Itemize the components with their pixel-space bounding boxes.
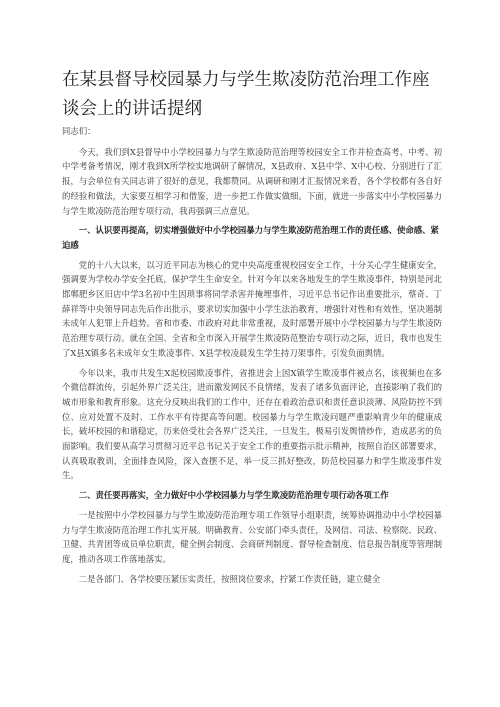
section2-paragraph-2: 二是各部门、各学校要压紧压实责任，按照岗位要求，拧紧工作责任链，建立健全 [78,573,381,584]
document-title: 在某县督导校园暴力与学生欺凌防范治理工作座谈会上的讲话提纲 [62,70,430,119]
section-heading-1: 一、认识要再提高，切实增强做好中小学校园暴力与学生欺凌防范治理工作的责任感、使命感、紧迫感 [62,225,439,250]
intro-paragraph: 今天，我们到X县督导中小学校园暴力与学生欺凌防范治理等校园安全工作并检查高考、中考、初中学考备考情况，刚才我到X所学校实地调研了解情况，X县政府、X县中学、X中心校、分别进行了汇报，与会单位有关同志讲了很好的意见，我都赞同。从调研和刚才汇报情况来看，各个学校都有各自好的经验和做法，大家要互相学习和借鉴，进一步把工作做实做细。下面，就进一步落实中小学校园暴力与学生欺凌防范治理专项行动，我再强调三点意见。 [62,146,442,216]
section-heading-2: 二、责任要再落实，全力做好中小学校园暴力与学生欺凌防范治理专项行动各项工作 [78,490,389,501]
section2-paragraph-1: 一是按照中小学校园暴力与学生欺凌防范治理专项工作领导小组职责，统筹协调推动中小学校园暴力与学生欺凌防范治理工作扎实开展。明确教育、公安部门牵头责任，及网信、司法、检察院、民政、卫健、共青团等成员单位职责，健全例会制度、会商研判制度、督导检查制度、信息报告制度等管理制度，推动各项工作落地落实。 [62,509,442,564]
section1-paragraph-2: 今年以来，我市共发生X起校园欺凌事件，省推进会上因X镇学生欺凌事件被点名，该视频也在多个微信群流传，引起外界广泛关注，进而激发网民不良情绪，发表了诸多负面评论，直接影响了我们的城市形象和教育形象。这充分反映出我们的工作中，还存在着政治意识和责任意识淡薄、风险防控不到位、应对处置不及时、工作水平有待提高等问题。校园暴力与学生欺凌问题严重影响青少年的健康成长，破坏校园的和谐稳定，历来倍受社会各界广泛关注，一旦发生，极易引发舆情炒作，造成恶劣的负面影响。我们要从高学习贯彻习近平总书记关于安全工作的重要指示批示精神，按照自治区部署要求，认真吸取教训，全面排查风险，深入查摆不足，举一反三抓好整改，防范校园暴力和学生欺凌事件发生。 [62,367,442,481]
section1-paragraph-1: 党的十八大以来，以习近平同志为核心的党中央高度重视校园安全工作，十分关心学生健康安全，强调要为学校办学安全托底，保护学生生命安全。针对今年以来各地发生的学生欺凌事件，特别是河北邯郸肥乡区旧店中学3名初中生因琐事将同学杀害并掩埋事件，习近平总书记作出重要批示，蔡奇、丁薛祥等中央领导同志先后作出批示，要求切实加强中小学生法治教育，增强针对性和有效性，坚决遏制未成年人犯罪上升趋势。省和市委、市政府对此非常重视，及时部署开展中小学校园暴力与学生欺凌防范治理专项行动。就在全国、全省和全市深入开展学生欺凌防范整治专项行动之际，近日，我市也发生了X县X镇多名未成年女生欺凌事件、X县学校凌晨发生学生持刀架事件，引发负面舆情。 [62,259,442,358]
document-body [62,124,442,591]
salutation: 同志们： [62,126,96,136]
